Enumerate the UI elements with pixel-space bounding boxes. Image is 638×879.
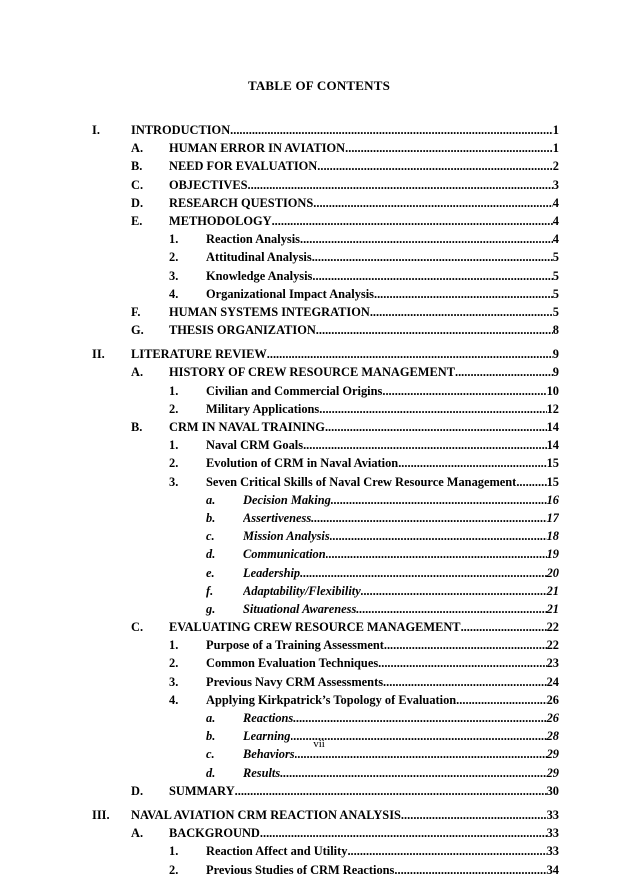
toc-entry-title: HUMAN SYSTEMS INTEGRATION xyxy=(169,304,370,319)
toc-entry-number: b. xyxy=(206,729,216,744)
toc-entry-body xyxy=(243,509,559,527)
page-number-footer: vii xyxy=(313,738,325,750)
toc-entry-title: BACKGROUND xyxy=(169,826,260,841)
toc-entry-body xyxy=(169,321,559,339)
toc-entry-title: Adaptability/Flexibility xyxy=(243,583,361,598)
toc-entry-title: Learning xyxy=(243,729,291,744)
dot-leader xyxy=(303,436,547,454)
toc-entry-title: LITERATURE REVIEW xyxy=(131,347,267,362)
toc-entry-title: Organizational Impact Analysis xyxy=(206,286,374,301)
toc-entry-body xyxy=(243,582,559,600)
toc-entry-title: NAVAL AVIATION CRM REACTION ANALYSIS xyxy=(131,807,401,822)
toc-entry-page: 17 xyxy=(546,510,559,525)
toc-entry xyxy=(92,285,559,303)
toc-entry-body xyxy=(206,382,559,400)
toc-entry-page: 15 xyxy=(546,474,559,489)
toc-entry-title: Decision Making xyxy=(243,492,331,507)
dot-leader xyxy=(312,267,552,285)
toc-entry-body xyxy=(206,285,559,303)
toc-entry xyxy=(92,194,559,212)
dot-leader xyxy=(280,764,546,782)
dot-leader xyxy=(383,673,547,691)
toc-entry-title: Evolution of CRM in Naval Aviation xyxy=(206,456,399,471)
toc-entry-title: Military Applications xyxy=(206,401,320,416)
toc-entry xyxy=(92,454,559,472)
toc-entry-number: 2. xyxy=(169,656,179,671)
toc-entry-number: 2. xyxy=(169,456,179,471)
toc-entry-body xyxy=(243,709,559,727)
toc-entry xyxy=(92,139,559,157)
toc-entry-page: 5 xyxy=(552,286,559,301)
toc-entry-page: 33 xyxy=(546,807,559,822)
toc-entry-page: 21 xyxy=(546,601,559,616)
dot-leader xyxy=(311,509,546,527)
toc-entry-title: HISTORY OF CREW RESOURCE MANAGEMENT xyxy=(169,365,455,380)
toc-entry xyxy=(92,303,559,321)
toc-entry-page: 18 xyxy=(546,529,559,544)
dot-leader xyxy=(248,176,553,194)
toc-entry-title: Naval CRM Goals xyxy=(206,438,304,453)
toc-entry xyxy=(92,618,559,636)
toc-entry-page: 26 xyxy=(546,692,559,707)
toc-entry-number: 1. xyxy=(169,383,179,398)
dot-leader xyxy=(374,285,553,303)
toc-entry-body xyxy=(206,842,559,860)
toc-entry-page: 22 xyxy=(546,620,559,635)
toc-entry xyxy=(92,491,559,509)
toc-entry-title: OBJECTIVES xyxy=(169,177,248,192)
toc-entry xyxy=(92,509,559,527)
toc-entry-page: 14 xyxy=(546,420,559,434)
toc-entry-page: 16 xyxy=(546,492,559,507)
toc-entry xyxy=(92,636,559,654)
toc-entry-body xyxy=(169,418,559,436)
toc-entry-body xyxy=(131,806,559,824)
toc-entry xyxy=(92,121,559,139)
toc-entry-number: D. xyxy=(131,783,144,798)
toc-list xyxy=(92,121,559,879)
toc-entry-title: Reaction Affect and Utility xyxy=(206,844,348,859)
toc-entry-number: A. xyxy=(131,141,144,156)
toc-entry-body xyxy=(243,527,559,545)
toc-entry-title: Mission Analysis xyxy=(243,529,330,544)
toc-entry-number: a. xyxy=(206,492,216,507)
toc-entry-number: 3. xyxy=(169,474,179,489)
toc-entry-page: 10 xyxy=(546,383,559,398)
toc-entry-number: II. xyxy=(92,347,105,362)
toc-entry-body xyxy=(206,436,559,454)
dot-leader xyxy=(455,363,553,381)
toc-entry-title: Situational Awareness xyxy=(243,601,357,616)
toc-entry-body xyxy=(169,782,559,800)
toc-entry-title: RESEARCH QUESTIONS xyxy=(169,195,314,210)
dot-leader xyxy=(235,782,547,800)
toc-entry-page: 1 xyxy=(552,123,559,137)
toc-entry-page: 21 xyxy=(546,583,559,598)
toc-entry-page: 33 xyxy=(546,844,559,859)
toc-entry xyxy=(92,782,559,800)
dot-leader xyxy=(461,618,547,636)
toc-entry-number: f. xyxy=(206,583,214,598)
dot-leader xyxy=(394,861,546,879)
toc-entry-body xyxy=(243,564,559,582)
toc-entry-body xyxy=(206,691,559,709)
toc-entry-page: 20 xyxy=(546,565,559,580)
toc-entry-body xyxy=(169,363,559,381)
toc-entry-page: 2 xyxy=(552,159,559,174)
toc-entry-title: Attitudinal Analysis xyxy=(206,250,312,265)
toc-entry-body xyxy=(243,545,559,563)
toc-entry-body xyxy=(131,345,559,363)
toc-entry-title: Reactions xyxy=(243,711,294,725)
toc-entry-number: C. xyxy=(131,620,144,635)
dot-leader xyxy=(317,157,553,175)
toc-entry-title: Common Evaluation Techniques xyxy=(206,656,379,671)
toc-entry-body xyxy=(206,673,559,691)
toc-entry-number: d. xyxy=(206,547,216,562)
toc-entry xyxy=(92,248,559,266)
toc-entry-title: Behaviors xyxy=(243,747,295,762)
toc-entry-title: Previous Studies of CRM Reactions xyxy=(206,862,395,877)
toc-entry-title: CRM IN NAVAL TRAINING xyxy=(169,420,325,434)
toc-entry-body xyxy=(206,400,559,418)
dot-leader xyxy=(345,139,553,157)
dot-leader xyxy=(313,194,553,212)
toc-entry xyxy=(92,654,559,672)
toc-entry-number: 3. xyxy=(169,268,179,283)
toc-entry-number: 1. xyxy=(169,638,179,653)
toc-entry xyxy=(92,861,559,879)
toc-entry-number: g. xyxy=(206,601,216,616)
dot-leader xyxy=(316,321,553,339)
toc-entry xyxy=(92,473,559,491)
toc-entry-page: 30 xyxy=(546,783,559,798)
toc-entry-title: Communication xyxy=(243,547,326,562)
dot-leader xyxy=(331,491,547,509)
toc-entry xyxy=(92,842,559,860)
toc-entry-body xyxy=(131,121,559,139)
toc-entry-page: 29 xyxy=(546,747,559,762)
toc-entry-number: 2. xyxy=(169,250,179,265)
toc-entry-title: Results xyxy=(243,765,281,780)
toc-entry-page: 15 xyxy=(546,456,559,471)
toc-entry xyxy=(92,267,559,285)
dot-leader xyxy=(370,303,553,321)
toc-entry-title: Applying Kirkpatrick’s Topology of Evaluation xyxy=(206,692,457,707)
toc-entry-page: 34 xyxy=(546,862,559,877)
toc-entry-page: 9 xyxy=(552,365,559,380)
toc-entry-title: Seven Critical Skills of Naval Crew Resource Management xyxy=(206,474,517,489)
toc-entry xyxy=(92,691,559,709)
toc-entry-body xyxy=(206,636,559,654)
toc-entry-page: 4 xyxy=(552,195,559,210)
toc-entry xyxy=(92,176,559,194)
dot-leader xyxy=(456,691,546,709)
toc-entry-title: Purpose of a Training Assessment xyxy=(206,638,384,653)
toc-entry-body xyxy=(206,654,559,672)
toc-entry-body xyxy=(169,303,559,321)
toc-entry-number: B. xyxy=(131,420,143,434)
toc-entry xyxy=(92,582,559,600)
dot-leader xyxy=(230,121,553,139)
toc-entry-body xyxy=(169,176,559,194)
toc-entry-page: 9 xyxy=(552,347,559,362)
toc-entry-page: 5 xyxy=(552,250,559,265)
dot-leader xyxy=(272,212,553,230)
dot-leader xyxy=(300,564,546,582)
toc-entry-title: METHODOLOGY xyxy=(169,213,272,228)
toc-entry-number: A. xyxy=(131,826,144,841)
toc-entry-number: A. xyxy=(131,365,144,380)
toc-entry-body xyxy=(206,230,559,248)
dot-leader xyxy=(382,382,546,400)
toc-entry-body xyxy=(169,212,559,230)
toc-entry xyxy=(92,418,559,436)
toc-entry-number: 3. xyxy=(169,674,179,689)
toc-entry xyxy=(92,673,559,691)
toc-entry-number: 4. xyxy=(169,692,179,707)
toc-entry-number: I. xyxy=(92,123,100,137)
dot-leader xyxy=(267,345,553,363)
toc-entry-body xyxy=(206,473,559,491)
toc-entry-number: E. xyxy=(131,213,143,228)
toc-entry-page: 8 xyxy=(552,323,559,338)
toc-entry-page: 12 xyxy=(546,401,559,416)
toc-entry-title: Previous Navy CRM Assessments xyxy=(206,674,384,689)
toc-entry xyxy=(92,709,559,727)
toc-entry-number: 2. xyxy=(169,401,179,416)
dot-leader xyxy=(347,842,546,860)
toc-entry-page: 26 xyxy=(546,711,559,725)
toc-entry-title: HUMAN ERROR IN AVIATION xyxy=(169,141,346,156)
toc-entry-body xyxy=(169,194,559,212)
toc-entry-title: NEED FOR EVALUATION xyxy=(169,159,318,174)
toc-entry-number: G. xyxy=(131,323,144,338)
dot-leader xyxy=(312,248,553,266)
toc-entry-title: Knowledge Analysis xyxy=(206,268,313,283)
dot-leader xyxy=(293,709,546,727)
toc-entry xyxy=(92,764,559,782)
toc-entry xyxy=(92,345,559,363)
toc-entry xyxy=(92,527,559,545)
toc-entry-number: B. xyxy=(131,159,143,174)
toc-entry xyxy=(92,600,559,618)
toc-entry-body xyxy=(243,491,559,509)
dot-leader xyxy=(300,230,553,248)
toc-entry-page: 19 xyxy=(546,547,559,562)
toc-entry xyxy=(92,545,559,563)
toc-entry-body xyxy=(169,618,559,636)
toc-entry-page: 3 xyxy=(552,177,559,192)
toc-entry-number: C. xyxy=(131,177,144,192)
toc-entry xyxy=(92,806,559,824)
dot-leader xyxy=(325,418,547,436)
toc-entry-title: Leadership xyxy=(243,565,301,580)
toc-entry-number: D. xyxy=(131,195,144,210)
toc-entry-page: 29 xyxy=(546,765,559,780)
toc-entry-body xyxy=(243,764,559,782)
toc-entry-page: 14 xyxy=(546,438,559,453)
toc-entry-number: 1. xyxy=(169,438,179,453)
toc-entry xyxy=(92,157,559,175)
toc-entry-number: 1. xyxy=(169,232,179,247)
dot-leader xyxy=(319,400,546,418)
dot-leader xyxy=(330,527,547,545)
toc-entry-page: 4 xyxy=(552,213,559,228)
toc-entry xyxy=(92,230,559,248)
dot-leader xyxy=(401,806,547,824)
toc-entry-page: 22 xyxy=(546,638,559,653)
toc-entry-title: SUMMARY xyxy=(169,783,235,798)
toc-entry-page: 28 xyxy=(546,729,559,744)
toc-entry-body xyxy=(169,824,559,842)
dot-leader xyxy=(378,654,546,672)
toc-entry-number: 2. xyxy=(169,862,179,877)
dot-leader xyxy=(361,582,547,600)
toc-entry-number: III. xyxy=(92,807,110,822)
toc-entry xyxy=(92,400,559,418)
toc-entry-number: a. xyxy=(206,711,216,725)
toc-entry-body xyxy=(206,454,559,472)
dot-leader xyxy=(356,600,546,618)
toc-entry xyxy=(92,212,559,230)
toc-entry-body xyxy=(243,600,559,618)
toc-entry xyxy=(92,564,559,582)
toc-entry-title: EVALUATING CREW RESOURCE MANAGEMENT xyxy=(169,620,461,635)
toc-entry-page: 5 xyxy=(552,304,559,319)
toc-entry-title: INTRODUCTION xyxy=(131,123,231,137)
toc-entry-number: 4. xyxy=(169,286,179,301)
toc-entry-title: Assertiveness xyxy=(243,510,312,525)
toc-entry xyxy=(92,436,559,454)
toc-entry-page: 33 xyxy=(546,826,559,841)
dot-leader xyxy=(384,636,547,654)
toc-entry-number: c. xyxy=(206,529,215,544)
toc-entry-body xyxy=(169,139,559,157)
dot-leader xyxy=(326,545,547,563)
dot-leader xyxy=(260,824,547,842)
toc-entry-number: 1. xyxy=(169,844,179,859)
toc-entry-body xyxy=(169,157,559,175)
toc-entry-number: F. xyxy=(131,304,141,319)
toc-entry-page: 5 xyxy=(552,268,559,283)
toc-entry xyxy=(92,363,559,381)
dot-leader xyxy=(516,473,546,491)
toc-entry xyxy=(92,382,559,400)
toc-entry-title: Civilian and Commercial Origins xyxy=(206,383,383,398)
toc-entry-number: e. xyxy=(206,565,215,580)
toc-entry xyxy=(92,824,559,842)
dot-leader xyxy=(398,454,546,472)
toc-entry-page: 1 xyxy=(552,141,559,156)
toc-entry-page: 24 xyxy=(546,674,559,689)
toc-entry xyxy=(92,321,559,339)
toc-entry-title: THESIS ORGANIZATION xyxy=(169,323,316,338)
page-title: TABLE OF CONTENTS xyxy=(247,78,391,93)
toc-entry-body xyxy=(206,267,559,285)
toc-entry-page: 4 xyxy=(552,232,559,247)
toc-entry-number: c. xyxy=(206,747,215,762)
toc-entry-body xyxy=(206,861,559,879)
toc-entry-number: d. xyxy=(206,765,216,780)
toc-entry-page: 23 xyxy=(546,656,559,671)
toc-entry-body xyxy=(206,248,559,266)
toc-entry-title: Reaction Analysis xyxy=(206,232,300,247)
toc-entry-number: b. xyxy=(206,510,216,525)
